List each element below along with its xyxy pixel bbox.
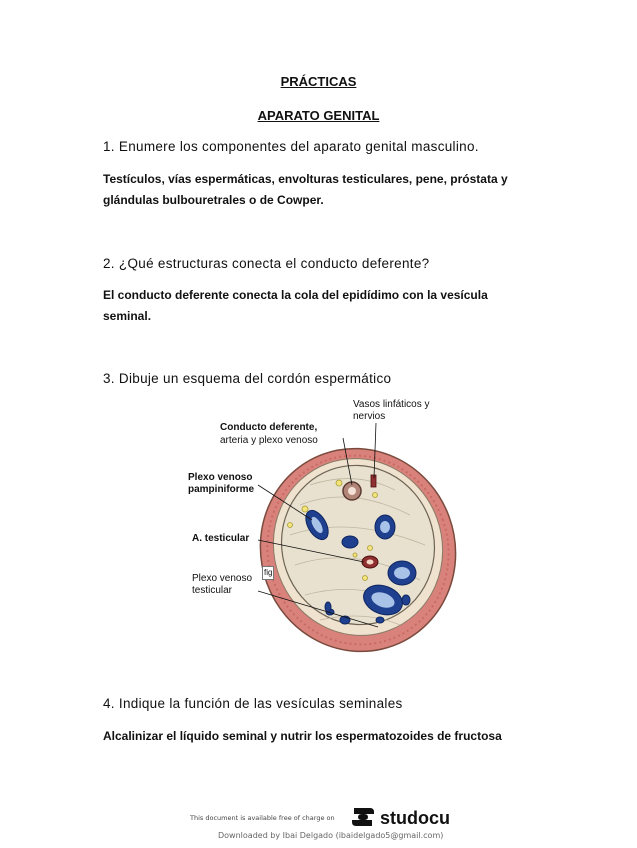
- page-subtitle: APARATO GENITAL: [257, 108, 380, 123]
- label-plexo-pampiniforme: Plexo venoso pampiniforme: [188, 472, 255, 495]
- label-vasos-linfaticos: Vasos linfáticos y nervios: [353, 399, 430, 422]
- label-arteria-plexo: arteria y plexo venoso: [220, 435, 318, 446]
- question-2: 2. ¿Qué estructuras conecta el conducto deferente?: [103, 256, 430, 271]
- question-4: 4. Indique la función de las vesículas seminales: [103, 696, 403, 711]
- studocu-logo-icon: [350, 804, 376, 830]
- question-1: 1. Enumere los componentes del aparato genital masculino.: [103, 139, 479, 154]
- answer-1: Testículos, vías espermáticas, envolturas testiculares, pene, próstata y glándulas bulbouretrales o de Cowper.: [103, 172, 508, 207]
- studocu-brand: studocu: [380, 808, 450, 828]
- fig-label: fig: [262, 566, 274, 580]
- spermatic-cord-diagram: [180, 395, 460, 665]
- label-arteria-testicular: A. testicular: [192, 533, 250, 544]
- answer-2: El conducto deferente conecta la cola del epidídimo con la vesícula seminal.: [103, 288, 488, 323]
- footer-downloaded-text: Downloaded by Ibai Delgado (ibaidelgado5@gmail.com): [218, 831, 444, 840]
- question-3: 3. Dibuje un esquema del cordón espermático: [103, 371, 392, 386]
- page-title: PRÁCTICAS: [280, 74, 357, 89]
- footer-available-text: This document is available free of charge on: [190, 814, 335, 822]
- answer-4: Alcalinizar el líquido seminal y nutrir los espermatozoides de fructosa: [103, 729, 502, 743]
- label-conducto-deferente: Conducto deferente,: [220, 422, 318, 433]
- label-plexo-testicular: Plexo venoso testicular: [192, 573, 253, 596]
